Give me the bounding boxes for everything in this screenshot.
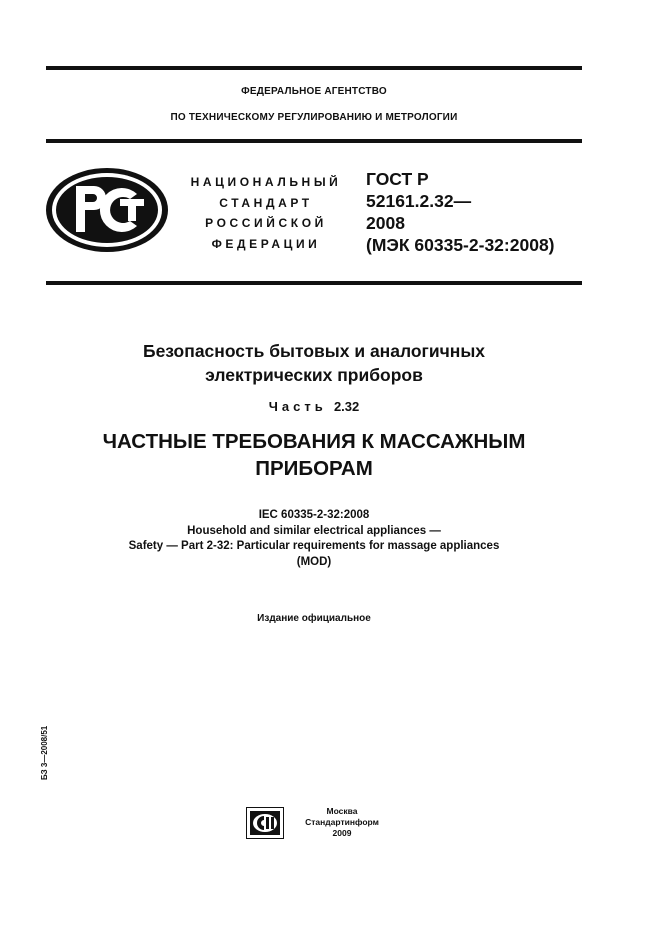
iec-line-3: Safety — Part 2-32: Particular requirements for massage appliances — [128, 540, 500, 552]
gost-line-2: 52161.2.32— — [366, 191, 472, 211]
gost-line-3: 2008 — [366, 213, 405, 233]
iec-reference — [46, 508, 582, 570]
publisher-year: 2009 — [332, 828, 352, 838]
gost-number — [366, 168, 555, 256]
part-word: Часть — [268, 399, 327, 414]
publisher-city: Москва — [326, 806, 358, 816]
header-rule — [46, 139, 582, 143]
document-subtitle — [46, 428, 582, 482]
title-line-2: электрических приборов — [205, 365, 423, 385]
agency-line-2: ПО ТЕХНИЧЕСКОМУ РЕГУЛИРОВАНИЮ И МЕТРОЛОГИИ — [170, 112, 458, 123]
iec-line-1: IEC 60335-2-32:2008 — [258, 509, 370, 521]
gost-line-4: (МЭК 60335-2-32:2008) — [366, 235, 555, 255]
publisher-name: Стандартинформ — [305, 817, 379, 827]
top-rule — [46, 66, 582, 70]
standartinform-logo-icon — [246, 807, 284, 839]
national-line-4: ФЕДЕРАЦИИ — [211, 236, 321, 251]
national-standard-label — [178, 172, 354, 254]
subtitle-line-2: ПРИБОРАМ — [255, 457, 373, 480]
side-note: БЗ 3—2008/51 — [40, 725, 49, 780]
agency-line-1: ФЕДЕРАЛЬНОЕ АГЕНТСТВО — [241, 86, 387, 97]
edition-label: Издание официальное — [257, 613, 371, 624]
iec-line-2: Household and similar electrical appliances — — [187, 524, 441, 537]
publisher-block — [292, 806, 392, 839]
gost-r-logo-icon — [44, 166, 170, 254]
national-line-2: СТАНДАРТ — [219, 195, 313, 210]
national-line-1: НАЦИОНАЛЬНЫЙ — [190, 175, 342, 189]
part-number: 2.32 — [333, 399, 360, 414]
subtitle-line-1: ЧАСТНЫЕ ТРЕБОВАНИЯ К МАССАЖНЫМ — [102, 430, 526, 453]
gost-line-1: ГОСТ Р — [366, 169, 429, 189]
title-line-1: Безопасность бытовых и аналогичных — [142, 341, 486, 361]
standard-rule — [46, 281, 582, 285]
document-title — [46, 339, 582, 387]
part-label — [46, 399, 582, 414]
national-line-3: РОССИЙСКОЙ — [205, 216, 327, 230]
iec-line-4: (MOD) — [296, 555, 332, 568]
